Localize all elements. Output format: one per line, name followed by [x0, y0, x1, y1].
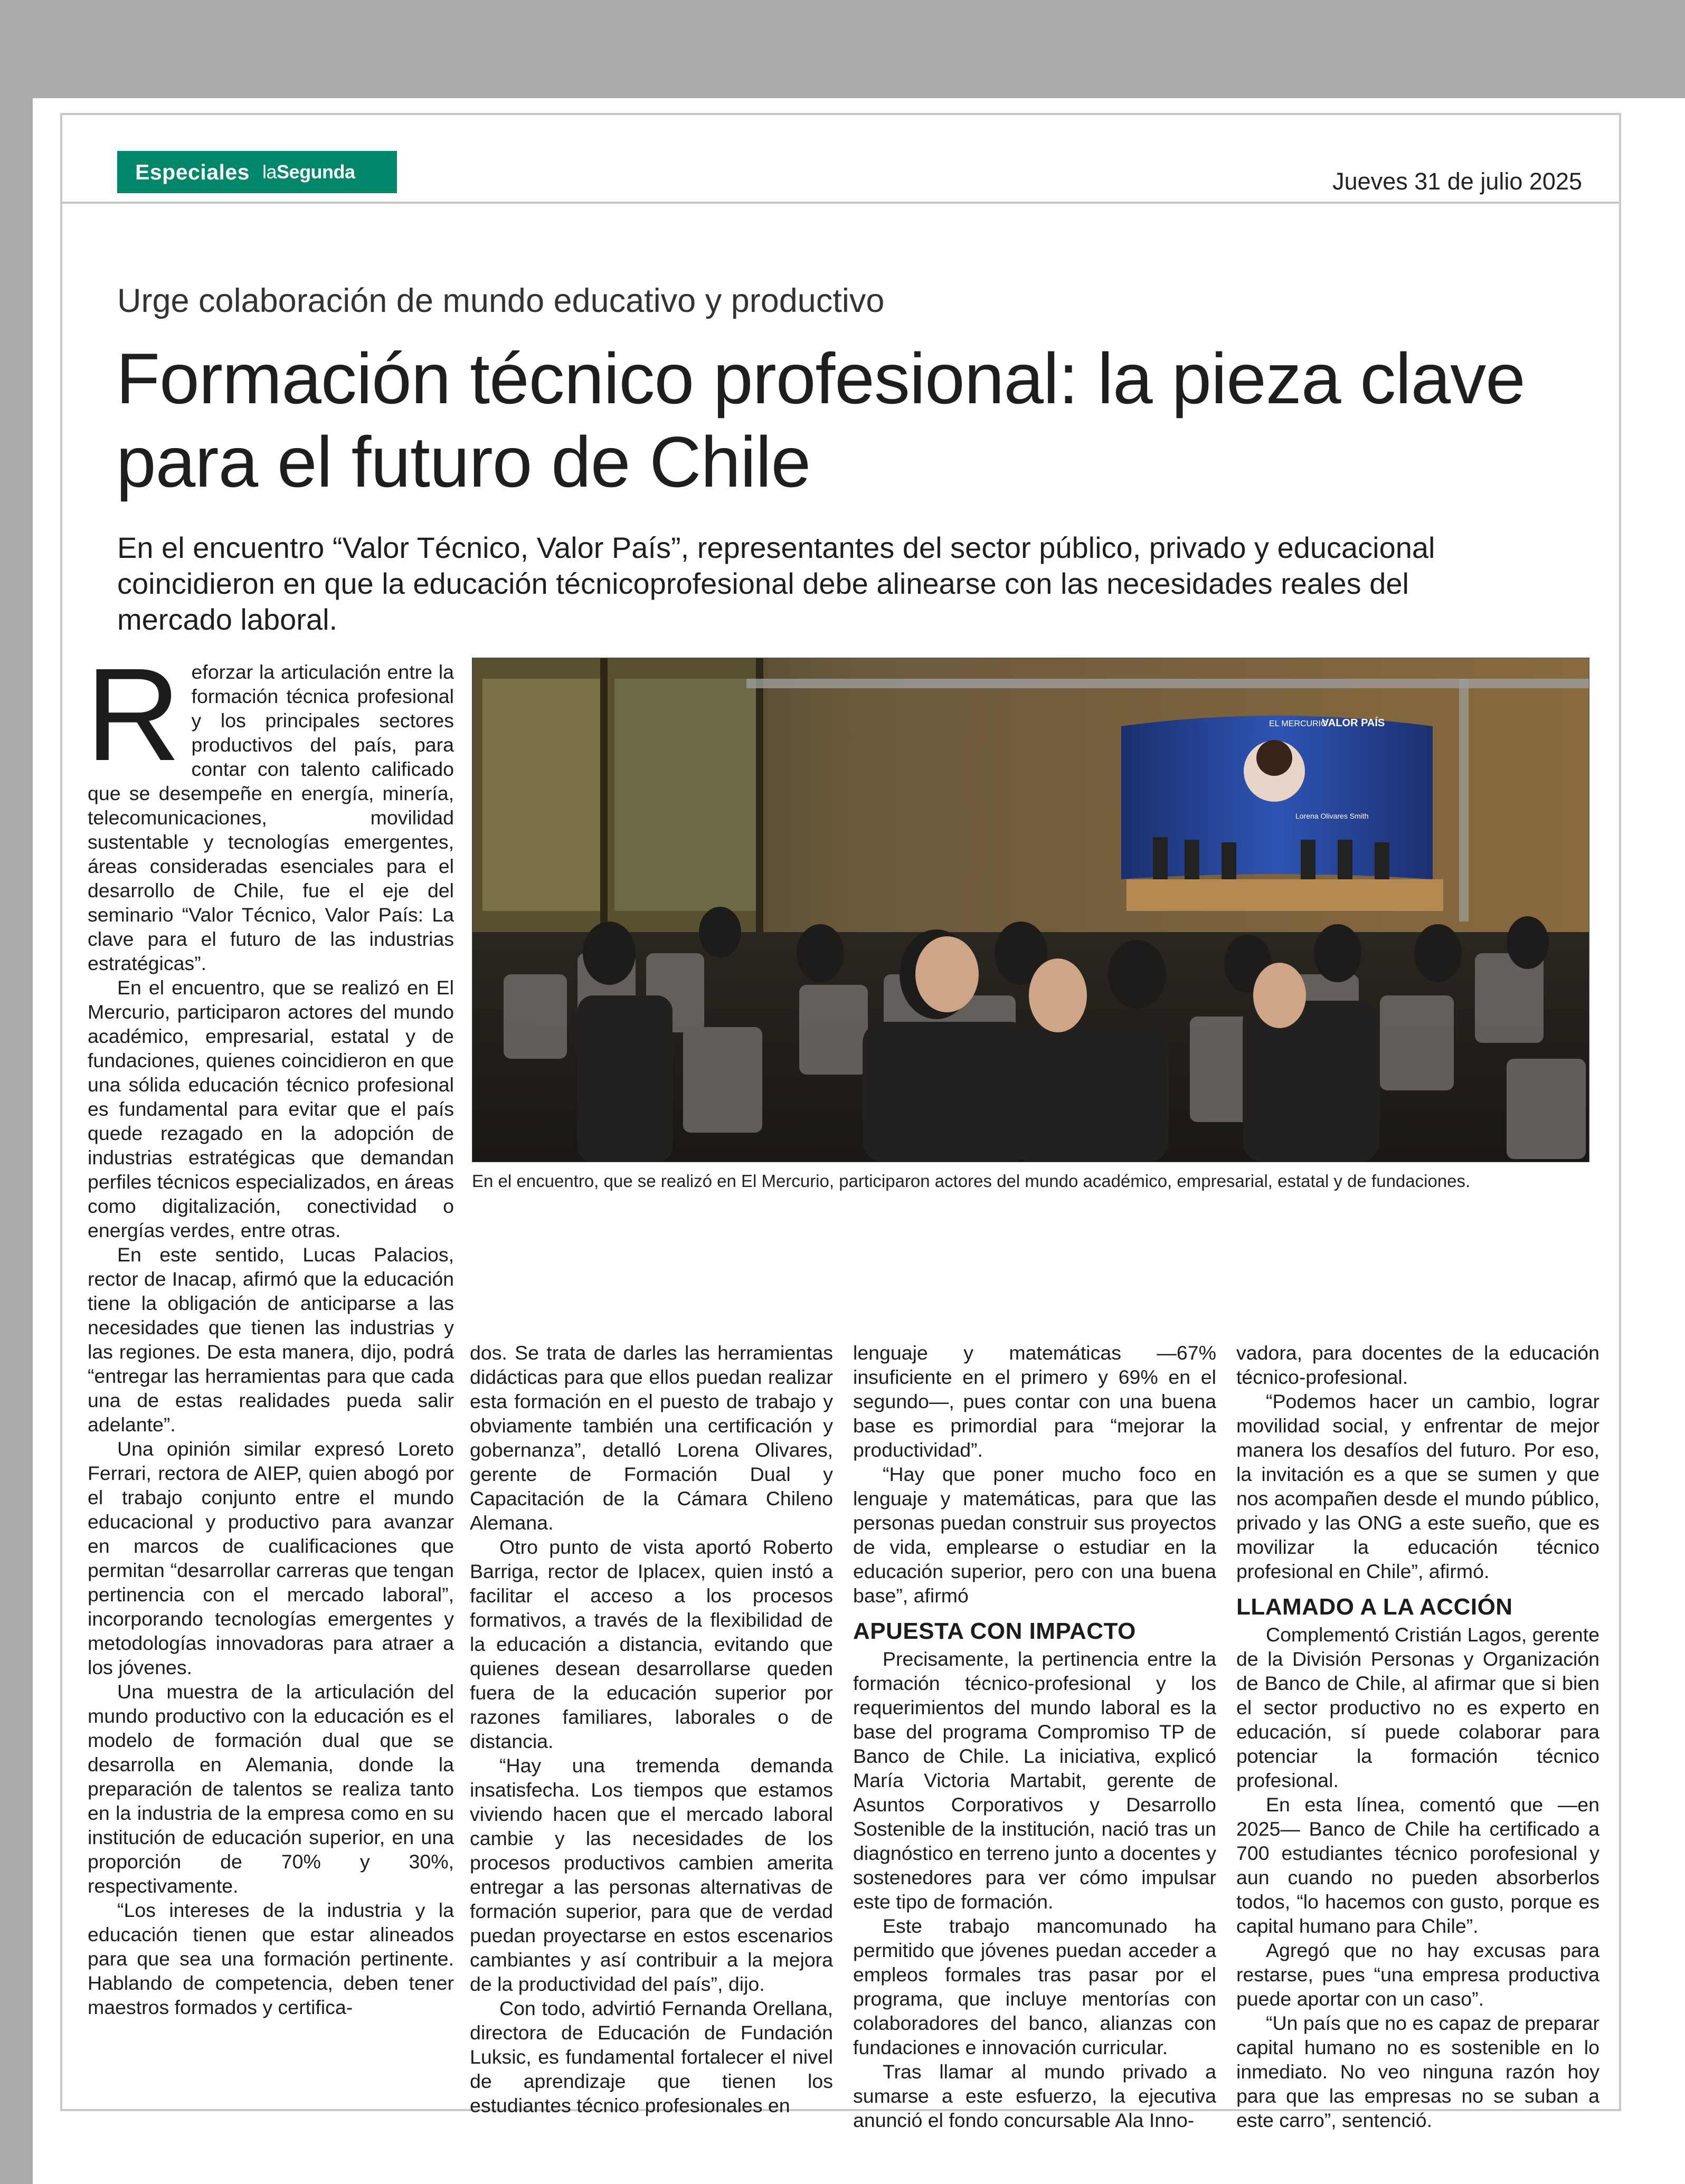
paragraph: vadora, para docentes de la educación técnico-profesional.	[1236, 1342, 1599, 1388]
brand-prefix: la	[262, 161, 277, 183]
paragraph: Precisamente, la pertinencia entre la formación técnico-profesional y los requerimientos del mundo laboral es la base del programa Compromiso TP de Banco de Chile. La iniciativa, explicó María Victoria Martabit, gerente de Asuntos Corporativos y Desarrollo Sostenible de la institución, nació tras un diagnóstico en terreno junto a docentes y sostenedores para ver cómo impulsar este tipo de formación.	[853, 1648, 1216, 1913]
section-badge	[117, 151, 397, 193]
article-kicker: Urge colaboración de mundo educativo y productivo	[117, 282, 885, 319]
paragraph: Tras llamar al mundo privado a sumarse a este esfuerzo, la ejecutiva anunció el fondo concursable Ala Inno-	[853, 2060, 1216, 2131]
paragraph: En esta línea, comentó que —en 2025— Banco de Chile ha certificado a 700 estudiantes técnico porofesional y aun cuando no pueden absorberlos todos, “lo hacemos con gusto, porque es capital humano para Chile”.	[1236, 1793, 1599, 1937]
paragraph: Otro punto de vista aportó Roberto Barriga, rector de Iplacex, quien instó a facilitar el acceso a los procesos formativos, a través de la flexibilidad de la educación a distancia, evitando que quienes desean desarrollarse queden fuera de la educación superior por razones familiares, laborales o de distancia.	[470, 1536, 833, 1752]
drop-cap: R	[86, 641, 181, 788]
paragraph: Este trabajo mancomunado ha permitido que jóvenes puedan acceder a empleos formales tras pasar por el programa, que incluye mentorías con colaboradores del banco, alianzas con fundaciones e innovación curricular.	[853, 1915, 1216, 2058]
article-lead: En el encuentro “Valor Técnico, Valor País”, representantes del sector público, privado y educacional coincidieron en que la educación técnicoprofesional debe alinearse con las necesidades reales del mercado laboral.	[117, 531, 1435, 636]
header-divider	[62, 202, 1619, 204]
paragraph: “Hay una tremenda demanda insatisfecha. Los tiempos que estamos viviendo hacen que el mercado laboral cambie y las necesidades de los procesos productivos cambien amerita entregar a las personas alternativas de formación superior, para que de verdad puedan proyectarse en estos escenarios cambiantes y así contribuir a la mejora de la productividad del país”, dijo.	[470, 1754, 833, 1995]
article-column-3	[853, 1341, 1216, 2132]
screen-title: VALOR PAÍS	[1322, 717, 1385, 729]
event-photo	[472, 658, 1589, 1162]
brand-name: Segunda	[277, 161, 355, 183]
paragraph: “Un país que no es capaz de preparar capital humano no es sostenible en lo inmediato. No veo ninguna razón hoy para que las empresas no se suban a este carro”, sentenció.	[1236, 2012, 1599, 2131]
screen-brand: EL MERCURIO	[1269, 719, 1328, 728]
section-name: Especiales	[135, 159, 250, 184]
paragraph: Agregó que no hay excusas para restarse, pues “una empresa productiva puede aportar con un caso”.	[1236, 1939, 1599, 2010]
subhead-apuesta: APUESTA CON IMPACTO	[853, 1618, 1136, 1644]
paragraph: “Podemos hacer un cambio, lograr movilidad social, y enfrentar de mejor manera los desafíos del futuro. Por eso, la invitación es a que se sumen y que nos acompañen desde el mundo público, privado y las ONG a este sueño, que es movilizar la educación técnico profesional en Chile”, afirmó.	[1236, 1390, 1599, 1582]
paragraph: Complementó Cristián Lagos, gerente de la División Personas y Organización de Banco de Chile, al afirmar que si bien el sector productivo no es experto en educación, sí puede colaborar para potenciar la formación técnico profesional.	[1236, 1623, 1599, 1791]
paragraph: En este sentido, Lucas Palacios, rector de Inacap, afirmó que la educación tiene la obligación de anticiparse a las necesidades que tienen las industrias y las regiones. De esta manera, dijo, podrá “entregar las herramientas para que cada una de estas realidades pueda salir adelante”.	[88, 1243, 454, 1436]
paragraph: En el encuentro, que se realizó en El Mercurio, participaron actores del mundo académico, empresarial, estatal y de fundaciones, quienes coincidieron en que una sólida educación técnico profesional es fundamental para evitar que el país quede rezagado en la adopción de industrias estratégicas que demandan perfiles técnicos especializados, en áreas como digitalización, conectividad o energías verdes, entre otras.	[88, 976, 454, 1241]
screen-speaker: Lorena Olivares Smith	[1295, 812, 1369, 820]
paragraph: “Los intereses de la industria y la educación tienen que estar alineados para que sea una formación pertinente. Hablando de competencia, deben tener maestros formados y certifica-	[88, 1899, 454, 2018]
paragraph: Una muestra de la articulación del mundo productivo con la educación es el modelo de formación dual que se desarrolla en Alemania, donde la preparación de talentos se realiza tanto en la industria de la empresa como en su institución de educación superior, en una proporción de 70% y 30%, respectivamente.	[88, 1680, 454, 1897]
article-headline: Formación técnico profesional: la pieza clave para el futuro de Chile	[116, 338, 1525, 502]
paragraph: lenguaje y matemáticas —67% insuficiente en el primero y 69% en el segundo—, pues contar con una buena base es primordial para “mejorar la productividad”.	[853, 1342, 1216, 1461]
paragraph: Con todo, advirtió Fernanda Orellana, directora de Educación de Fundación Luksic, es fundamental fortalecer el nivel de aprendizaje que tienen los estudiantes técnico profesionales en	[470, 1997, 833, 2116]
article-column-1	[86, 641, 454, 2019]
newspaper-page	[33, 98, 1685, 2184]
issue-date: Jueves 31 de julio 2025	[1332, 168, 1582, 195]
paragraph: Una opinión similar expresó Loreto Ferrari, rectora de AIEP, quien abogó por el trabajo conjunto entre el mundo educacional y productivo para avanzar en marcos de cualificaciones que permitan “desarrollar carreras que tengan pertinencia con el mercado laboral”, incorporando tecnologías emergentes y metodologías innovadoras para atraer a los jóvenes.	[88, 1438, 454, 1678]
article-column-2	[470, 1341, 833, 2117]
brand-logo	[262, 161, 355, 183]
article-column-4	[1236, 1341, 1599, 2132]
paragraph: eforzar la articulación entre la formación técnica profesional y los principales sectores productivos del país, para contar con talento calificado que se desempeñe en energía, minería, telecomunicaciones, movilidad sustentable y tecnologías emergentes, áreas consideradas esenciales para el desarrollo de Chile, fue el eje del seminario “Valor Técnico, Valor País: La clave para el futuro de las industrias estratégicas”.	[88, 661, 454, 974]
photo-caption: En el encuentro, que se realizó en El Mercurio, participaron actores del mundo académico, empresarial, estatal y de fundaciones.	[472, 1171, 1471, 1191]
subhead-llamado: LLAMADO A LA ACCIÓN	[1236, 1594, 1513, 1620]
paragraph: “Hay que poner mucho foco en lenguaje y matemáticas, para que las personas puedan construir sus proyectos de vida, emplearse o estudiar en la educación superior, pero con una buena base”, afirmó	[853, 1463, 1216, 1607]
paragraph: dos. Se trata de darles las herramientas didácticas para que ellos puedan realizar esta formación en el puesto de trabajo y obviamente también una certificación y gobernanza”, detalló Lorena Olivares, gerente de Formación Dual y Capacitación de la Cámara Chileno Alemana.	[470, 1342, 833, 1534]
